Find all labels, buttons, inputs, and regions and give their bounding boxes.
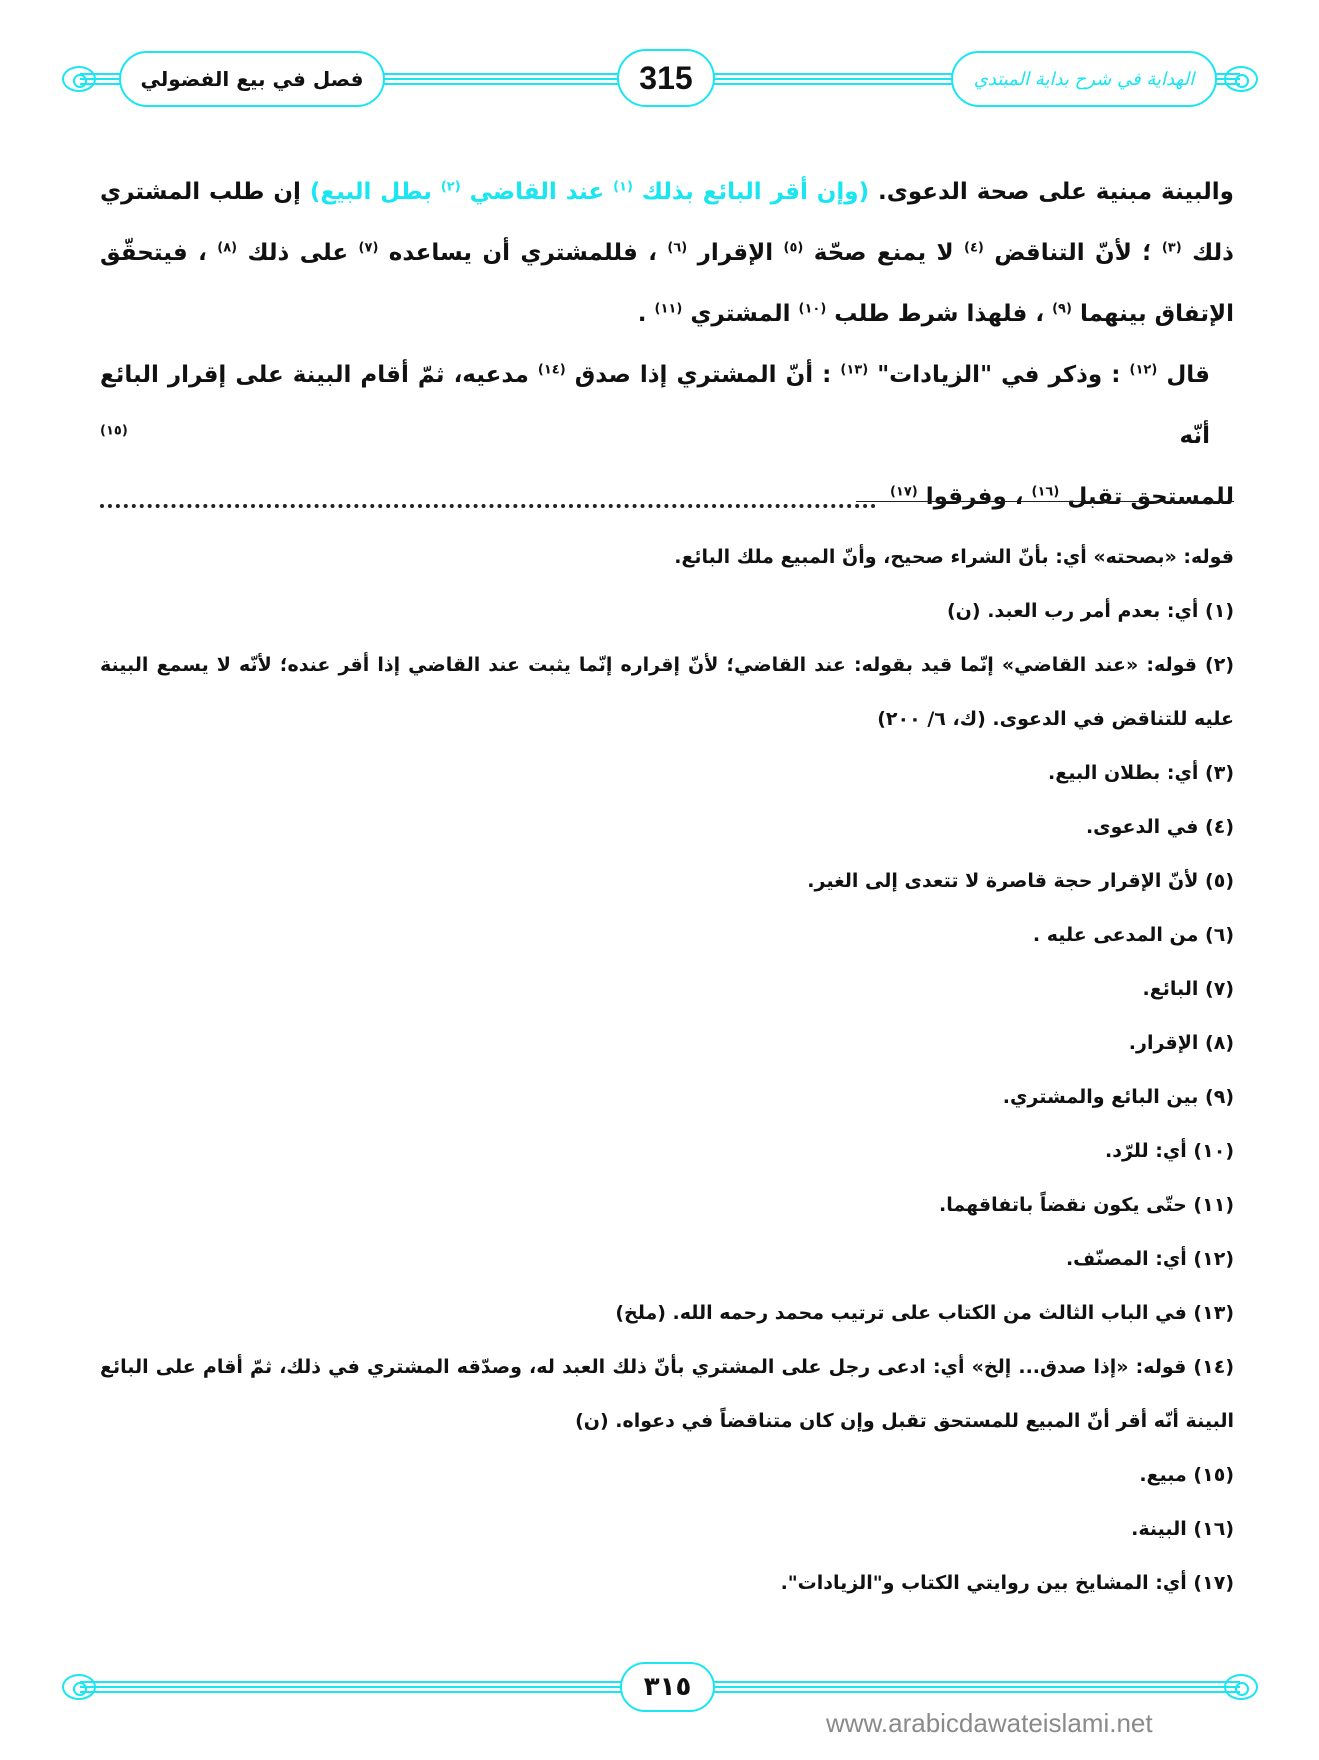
footnote-label: (٣) [1205, 762, 1234, 784]
footnote-text: مبيع. [1139, 1464, 1194, 1486]
dotted-filler [100, 504, 876, 508]
footnote-label: (٨) [1205, 1032, 1234, 1054]
footnote-item [100, 1286, 1234, 1340]
footnote-ref: (٨) [217, 240, 238, 256]
footnote-item [100, 584, 1234, 638]
text-segment: . [637, 301, 647, 327]
footnote-item [100, 530, 1234, 584]
footnote-item [100, 1340, 1234, 1448]
text-segment: لا يمنع صحّة [813, 240, 954, 266]
text-segment: ، فلهذا شرط طلب [834, 301, 1045, 327]
footnote-item [100, 1124, 1234, 1178]
footnote-text: بين البائع والمشتري. [1002, 1086, 1206, 1108]
text-segment: مدعيه، ثمّ أقام البينة على إقرار البائع أنّه [100, 362, 1210, 449]
footnote-item [100, 638, 1234, 746]
text-segment: ؛ لأنّ التناقض [994, 240, 1152, 266]
footnote-ref: (١٥) [100, 423, 128, 439]
main-line [100, 284, 1234, 345]
footnote-text: البائع. [1142, 978, 1206, 1000]
footnote-label: (٧) [1205, 978, 1234, 1000]
footnote-ref: (٦) [667, 240, 688, 256]
main-line-text [890, 467, 1234, 528]
footnote-ref: (١٠) [798, 301, 827, 317]
footnote-text: أي: المصنّف. [1065, 1248, 1194, 1270]
footnote-text: في الدعوى. [1085, 816, 1206, 838]
footnote-ref: (٥) [783, 240, 804, 256]
text-segment: ذلك [1192, 240, 1234, 266]
footnote-ref: (١٣) [840, 362, 869, 378]
footnote-item [100, 1502, 1234, 1556]
watermark: www.arabicdawateislami.net [826, 1708, 1153, 1738]
text-segment: المشتري [690, 301, 791, 327]
footnote-label: قوله: «بصحته» [1093, 546, 1234, 568]
main-line [100, 162, 1234, 223]
footnote-divider [856, 501, 1234, 502]
footer-page-number: ٣١٥ [620, 1662, 715, 1712]
text-segment: ، وفرقوا [925, 484, 1024, 510]
text-segment: والبينة مبنية على صحة الدعوى. [878, 179, 1234, 205]
footer-ornament-right [1224, 1674, 1258, 1700]
footnote-item [100, 1232, 1234, 1286]
text-segment: : وذكر في "الزيادات" [877, 362, 1121, 388]
footnote-ref: (٢) [440, 179, 461, 195]
header-ornament-left [62, 66, 96, 92]
text-segment: الإقرار [697, 240, 774, 266]
footnotes [100, 530, 1234, 1610]
footnote-label: (١٥) [1193, 1464, 1234, 1486]
footnote-text: أي: بأنّ الشراء صحيح، وأنّ المبيع ملك البائع. [674, 546, 1094, 568]
text-segment: على ذلك [247, 240, 349, 266]
footnote-ref: (١) [613, 179, 633, 195]
footnote-label: (٩) [1205, 1086, 1234, 1108]
footnote-label: (١٤) قوله: «إذا صدق... إلخ» [971, 1356, 1234, 1378]
footnote-text: حتّى يكون نقضاً باتفاقهما. [939, 1194, 1194, 1216]
footnote-text: أي: المشايخ بين روايتي الكتاب و"الزيادات". [780, 1572, 1194, 1594]
text-segment: ، فللمشتري أن يساعده [388, 240, 657, 266]
footnote-label: (١٦) [1193, 1518, 1234, 1540]
footnote-item [100, 800, 1234, 854]
footnote-text: البينة. [1131, 1518, 1194, 1540]
text-segment: : أنّ المشتري إذا صدق [574, 362, 832, 388]
footnote-text: لأنّ الإقرار حجة قاصرة لا تتعدى إلى الغير. [807, 870, 1206, 892]
footnote-text: من المدعى عليه . [1032, 924, 1206, 946]
footnote-ref: (٣) [1161, 240, 1182, 256]
footnote-label: (١٧) [1193, 1572, 1234, 1594]
footnote-ref: (١٢) [1129, 362, 1158, 378]
text-segment: عند القاضي [469, 179, 605, 205]
text-segment: بطل البيع) [309, 179, 432, 205]
footer-ornament-left [62, 1674, 96, 1700]
footnote-item [100, 1178, 1234, 1232]
footnote-item [100, 908, 1234, 962]
text-segment: الإتفاق بينهما [1079, 301, 1234, 327]
footnote-label: (٦) [1205, 924, 1234, 946]
footnote-text: أي: بعدم أمر رب العبد. (ن) [947, 600, 1206, 622]
main-text [100, 162, 1234, 528]
main-line [100, 223, 1234, 284]
footnote-ref: (١٦) [1031, 484, 1060, 500]
page-number: 315 [617, 49, 715, 107]
text-segment: (وإن أقر البائع بذلك [641, 179, 870, 205]
footnote-item [100, 746, 1234, 800]
footnote-ref: (٩) [1052, 301, 1072, 317]
header-ornament-right [1224, 66, 1258, 92]
footnote-ref: (١٤) [537, 362, 566, 378]
chapter-title: فصل في بيع الفضولي [119, 51, 385, 107]
text-segment: إن طلب المشتري [100, 179, 301, 205]
footnote-label: (٤) [1205, 816, 1234, 838]
footnote-item [100, 1070, 1234, 1124]
footnote-text: الإقرار. [1128, 1032, 1206, 1054]
footnote-text: أي: للرّد. [1104, 1140, 1194, 1162]
text-segment: ، فيتحقّق [100, 240, 207, 266]
footnote-text: في الباب الثالث من الكتاب على ترتيب محمد رحمه الله. (ملخ) [615, 1302, 1194, 1324]
text-segment: قال [1166, 362, 1210, 388]
text-segment: للمستحق تقبل [1067, 484, 1234, 510]
footnote-label: (٥) [1205, 870, 1234, 892]
footnote-text: أي: بطلان البيع. [1048, 762, 1206, 784]
footnote-ref: (١١) [654, 301, 683, 317]
footnote-text: أي: ادعى رجل على المشتري بأنّ ذلك العبد له، وصدّقه المشتري في ذلك، ثمّ أقام على البائع البينة أنّه أقر أنّ المبيع للمستحق تقبل وإن كان متناقضاً في دعواه. (ن) [100, 1356, 1234, 1432]
footnote-ref: (٤) [964, 240, 984, 256]
footnote-label: (١١) [1193, 1194, 1234, 1216]
footnote-text: إنّما قيد بقوله: عند القاضي؛ لأنّ إقراره إنّما يثبت عند القاضي إذا أقر عنده؛ لأنّه لا يسمع البينة عليه للتناقض في الدعوى. (ك، ٦/ ٢٠٠) [100, 654, 1234, 730]
footnote-item [100, 854, 1234, 908]
footnote-label: (٢) قوله: «عند القاضي» [1001, 654, 1235, 676]
footnote-label: (١٠) [1193, 1140, 1234, 1162]
footnote-item [100, 962, 1234, 1016]
footnote-item [100, 1448, 1234, 1502]
main-line [100, 467, 1234, 528]
footnote-label: (١٢) [1193, 1248, 1234, 1270]
footnote-ref: (١٧) [889, 484, 918, 500]
footnote-ref: (٧) [358, 240, 379, 256]
footnote-label: (١٣) [1193, 1302, 1234, 1324]
footnote-item [100, 1556, 1234, 1610]
footnote-item [100, 1016, 1234, 1070]
main-line [100, 345, 1234, 467]
footnote-label: (١) [1205, 600, 1234, 622]
book-title-logo: الهداية في شرح بداية المبتدي [951, 51, 1217, 107]
